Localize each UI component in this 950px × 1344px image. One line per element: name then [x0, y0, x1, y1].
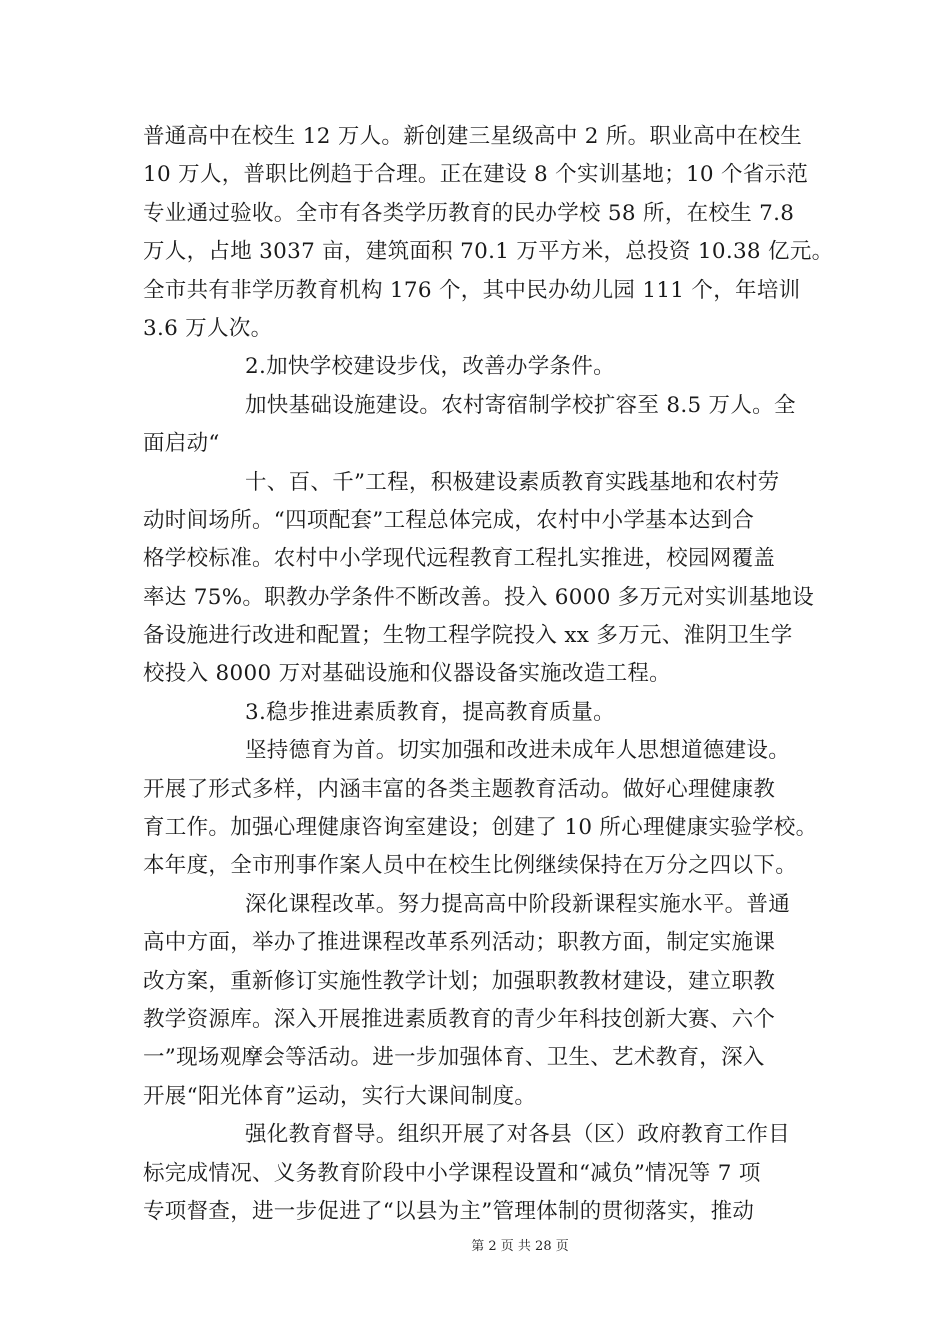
text-line: 10 万人，普职比例趋于合理。正在建设 8 个实训基地；10 个省示范 — [143, 162, 809, 188]
text-line: 加快基础设施建设。农村寄宿制学校扩容至 8.5 万人。全 — [245, 392, 796, 418]
text-line: 教学资源库。深入开展推进素质教育的青少年科技创新大赛、六个 — [143, 1006, 776, 1032]
text-line: 高中方面，举办了推进课程改革系列活动；职教方面，制定实施课 — [143, 930, 776, 956]
document-body — [143, 118, 834, 1231]
text-line: 率达 75%。职教办学条件不断改善。投入 6000 多万元对实训基地设 — [143, 584, 815, 610]
text-line: 格学校标准。农村中小学现代远程教育工程扎实推进，校园网覆盖 — [143, 546, 776, 572]
text-line: 专业通过验收。全市有各类学历教育的民办学校 58 所，在校生 7.8 — [143, 200, 795, 226]
text-line: 改方案，重新修订实施性教学计划；加强职教教材建设，建立职教 — [143, 968, 776, 994]
text-line: 万人，占地 3037 亩，建筑面积 70.1 万平方米，总投资 10.38 亿元。 — [143, 239, 834, 265]
page-number-footer: 第 2 页 共 28 页 — [471, 1239, 569, 1254]
text-line: 专项督查，进一步促进了“以县为主”管理体制的贯彻落实，推动 — [143, 1198, 755, 1224]
text-line: 育工作。加强心理健康咨询室建设；创建了 10 所心理健康实验学校。 — [143, 815, 818, 841]
text-line: 校投入 8000 万对基础设施和仪器设备实施改造工程。 — [143, 661, 671, 687]
text-line: 十、百、千”工程，积极建设素质教育实践基地和农村劳 — [245, 469, 780, 495]
text-line: 全市共有非学历教育机构 176 个，其中民办幼儿园 111 个，年培训 — [143, 277, 801, 303]
text-line: 3.6 万人次。 — [143, 315, 273, 341]
text-line: 面启动“ — [143, 431, 220, 457]
text-line: 普通高中在校生 12 万人。新创建三星级高中 2 所。职业高中在校生 — [143, 124, 803, 149]
text-line: 备设施进行改进和配置；生物工程学院投入 xx 多万元、淮阴卫生学 — [143, 623, 793, 649]
text-line: 一”现场观摩会等活动。进一步加强体育、卫生、艺术教育，深入 — [143, 1045, 765, 1071]
text-line: 强化教育督导。组织开展了对各县（区）政府教育工作目 — [245, 1122, 791, 1148]
text-line: 3.稳步推进素质教育，提高教育质量。 — [245, 699, 615, 725]
text-line: 动时间场所。“四项配套”工程总体完成，农村中小学基本达到合 — [143, 507, 755, 533]
text-line: 本年度，全市刑事作案人员中在校生比例继续保持在万分之四以下。 — [143, 853, 798, 879]
text-line: 标完成情况、义务教育阶段中小学课程设置和“减负”情况等 7 项 — [143, 1160, 761, 1186]
text-line: 坚持德育为首。切实加强和改进未成年人思想道德建设。 — [245, 738, 791, 764]
text-line: 2.加快学校建设步伐，改善办学条件。 — [245, 354, 615, 380]
text-line: 开展“阳光体育”运动，实行大课间制度。 — [143, 1083, 537, 1109]
text-line: 深化课程改革。努力提高高中阶段新课程实施水平。普通 — [245, 891, 791, 917]
text-line: 开展了形式多样，内涵丰富的各类主题教育活动。做好心理健康教 — [143, 776, 776, 802]
